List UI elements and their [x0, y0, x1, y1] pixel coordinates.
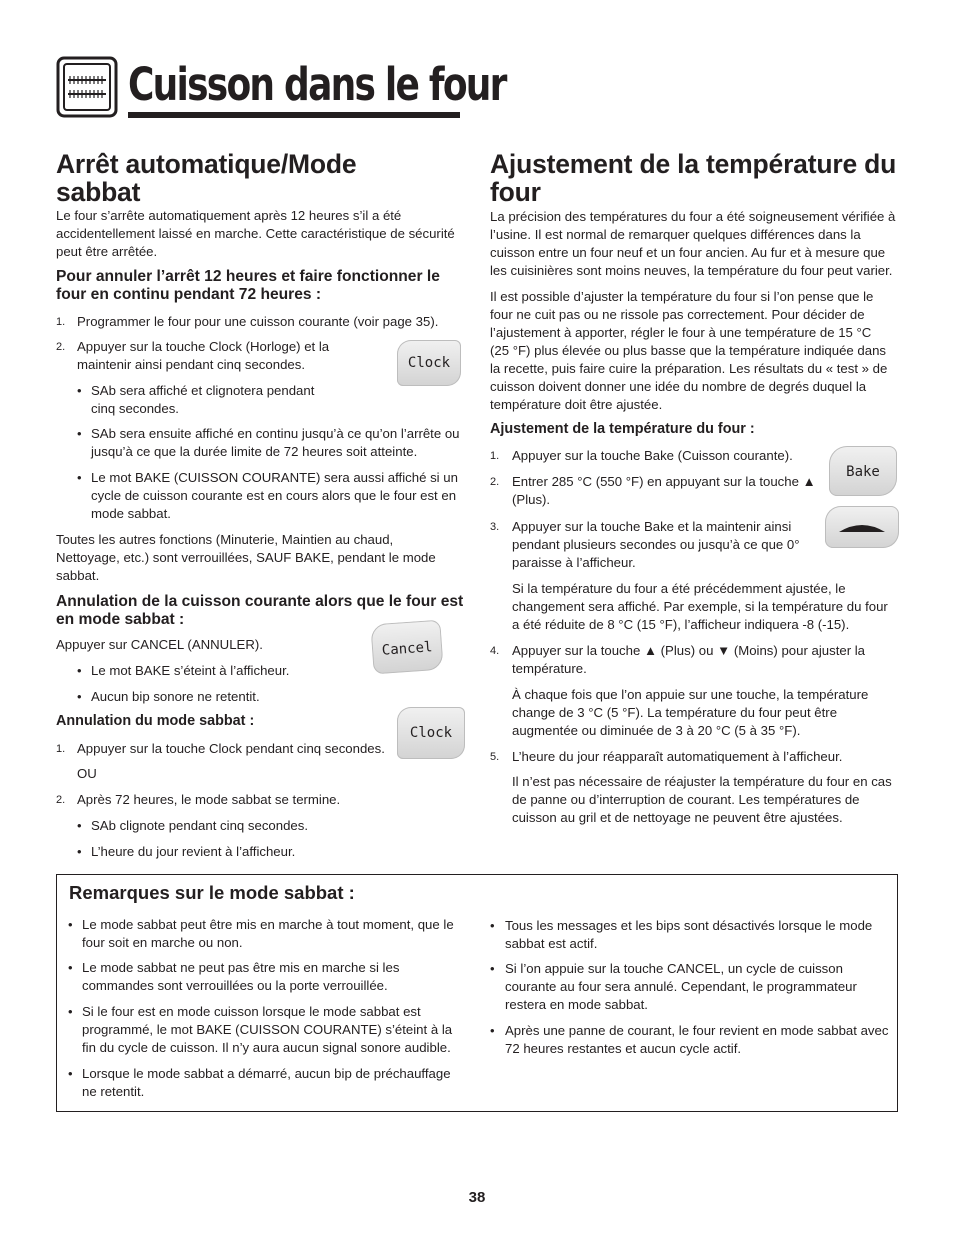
- oven-icon: [56, 56, 118, 118]
- cs-step-1: [56, 740, 406, 758]
- up-arrow-icon: [825, 506, 899, 548]
- note-text: Si l’on appuie sur la touche CANCEL, un cycle de cuisson courante au four sera annulé. Cependant, le programmateur restera en mode sabbat.: [505, 961, 857, 1012]
- clock-key: Clock: [397, 707, 465, 759]
- bullet-item: [77, 688, 367, 706]
- temp-step-3: [490, 518, 810, 572]
- bullet: •: [77, 818, 82, 833]
- bullet: •: [77, 844, 82, 859]
- bullet: •: [68, 917, 73, 932]
- note-text: Tous les messages et les bips sont désactivés lorsque le mode sabbat est actif.: [505, 918, 873, 951]
- step-number: 1.: [490, 450, 500, 462]
- bullet-text: Le mot BAKE (CUISSON COURANTE) sera aussi affiché si un cycle de cuisson courante est en cours alors que le four est en mode sabbat.: [91, 470, 458, 521]
- step-number: 1.: [56, 316, 66, 328]
- cancel-key: Cancel: [370, 620, 443, 675]
- bullet: •: [77, 426, 82, 441]
- step-4-note: À chaque fois que l’on appuie sur une touche, la température change de 3 °C (5 °F). La température du four peut être augmentée ou diminuée de 3 à 20 °C (5 à 35 °F).: [512, 687, 869, 738]
- bullet-item: [77, 817, 377, 835]
- up-arrow-key: [825, 506, 899, 548]
- bake-key: Bake: [829, 446, 897, 496]
- note-item: [490, 960, 875, 1014]
- temp-step-4: [490, 642, 890, 678]
- step-2: [56, 338, 356, 374]
- page-number: 38: [468, 1189, 486, 1206]
- bullet-item: [77, 469, 462, 523]
- temp-step-5: [490, 748, 890, 766]
- other-functions-text: Toutes les autres fonctions (Minuterie, Maintien au chaud, Nettoyage, etc.) sont verrouillées, SAUF BAKE, pendant le mode sabbat.: [56, 532, 436, 583]
- bullet: •: [77, 663, 82, 678]
- note-text: Le mode sabbat peut être mis en marche à tout moment, que le four soit en marche ou non.: [82, 917, 454, 950]
- bullet: •: [68, 960, 73, 975]
- bullet: •: [68, 1004, 73, 1019]
- bullet-text: SAb clignote pendant cinq secondes.: [91, 818, 309, 833]
- note-text: Lorsque le mode sabbat a démarré, aucun bip de préchauffage ne retentit.: [82, 1066, 451, 1099]
- temp-step-2: [490, 473, 820, 509]
- temp-step-1: [490, 447, 810, 465]
- notes-heading: Remarques sur le mode sabbat :: [69, 882, 355, 903]
- step-number: 3.: [490, 521, 500, 533]
- title-rule: [128, 112, 460, 118]
- cancel-12h-heading: Pour annuler l’arrêt 12 heures et faire fonctionner le four en continu pendant 72 heures :: [56, 268, 440, 303]
- cancel-bake-text: Appuyer sur CANCEL (ANNULER).: [56, 637, 263, 652]
- cs-step-2: [56, 791, 406, 809]
- step-5-note: Il n’est pas nécessaire de réajuster la température du four en cas de panne ou d’interruption de courant. Les températures de cuisson au gril et de nettoyage ne peuvent être ajustées.: [512, 774, 892, 825]
- note-item: [68, 1065, 460, 1101]
- bullet: •: [68, 1066, 73, 1081]
- bullet: •: [77, 470, 82, 485]
- step-text: Après 72 heures, le mode sabbat se termine.: [77, 792, 341, 807]
- step-number: 2.: [56, 341, 66, 353]
- step-text: Appuyer sur la touche ▲ (Plus) ou ▼ (Moins) pour ajuster la température.: [512, 643, 866, 676]
- temperature-para-1: La précision des températures du four a été soigneusement vérifiée à l’usine. Il est normal de remarquer quelques différences dans la cuisson entre un four neuf et un four ancien. Au fur et à mesure que les cuisinières sont moins neuves, la température du four peut varier.: [490, 209, 896, 278]
- note-item: [68, 1003, 460, 1057]
- bullet: •: [77, 383, 82, 398]
- bullet-item: [77, 425, 462, 461]
- clock-key: Clock: [397, 340, 461, 386]
- or-label: OU: [77, 766, 97, 781]
- page-title: Cuisson dans le four: [128, 58, 506, 111]
- step-text: Entrer 285 °C (550 °F) en appuyant sur la touche ▲ (Plus).: [512, 474, 816, 507]
- cancel-sabbath-heading: Annulation du mode sabbat :: [56, 713, 255, 729]
- step-text: Appuyer sur la touche Bake (Cuisson courante).: [512, 448, 793, 463]
- note-text: Le mode sabbat ne peut pas être mis en marche si les commandes sont verrouillées ou la porte verrouillée.: [82, 960, 400, 993]
- step-text: L’heure du jour réapparaît automatiquement à l’afficheur.: [512, 749, 843, 764]
- step-text: Appuyer sur la touche Bake et la maintenir ainsi pendant plusieurs secondes ou jusqu’à ce que 0° paraisse à l’afficheur.: [512, 519, 800, 570]
- bullet-text: SAb sera ensuite affiché en continu jusqu’à ce qu’on l’arrête ou jusqu’à ce que la durée limite de 72 heures soit atteinte.: [91, 426, 460, 459]
- temperature-subheading: Ajustement de la température du four :: [490, 421, 755, 437]
- step-text: Appuyer sur la touche Clock pendant cinq secondes.: [77, 741, 385, 756]
- step-number: 2.: [490, 476, 500, 488]
- step-number: 4.: [490, 645, 500, 657]
- step-number: 5.: [490, 751, 500, 763]
- note-item: [490, 1022, 890, 1058]
- bullet-item: [77, 662, 367, 680]
- step-text: Appuyer sur la touche Clock (Horloge) et la maintenir ainsi pendant cinq secondes.: [77, 339, 330, 372]
- step-1: [56, 313, 456, 331]
- bullet-text: L’heure du jour revient à l’afficheur.: [91, 844, 296, 859]
- note-item: [490, 917, 875, 953]
- bullet: •: [490, 918, 495, 933]
- bullet: •: [77, 689, 82, 704]
- bullet-text: Le mot BAKE s’éteint à l’afficheur.: [91, 663, 290, 678]
- step-3-note: Si la température du four a été précédemment ajustée, le changement sera affiché. Par exemple, si la température du four a été réduite de 8 °C (15 °F), l’afficheur indiquera -8 (-15).: [512, 581, 888, 632]
- cancel-bake-heading: Annulation de la cuisson courante alors que le four est en mode sabbat :: [56, 593, 464, 628]
- bullet: •: [490, 1023, 495, 1038]
- step-number: 2.: [56, 794, 66, 806]
- section-heading-sabbath: Arrêt automatique/Mode sabbat: [56, 149, 357, 207]
- step-number: 1.: [56, 743, 66, 755]
- step-text: Programmer le four pour une cuisson courante (voir page 35).: [77, 314, 439, 329]
- temperature-para-2: Il est possible d’ajuster la température du four si l’on pense que le four ne cuit pas ou ne rissole pas correctement. Pour décider de l’ajustement à apporter, régler le four à une température de 15 °C (25 °F) plus élevée ou plus basse que la température indiquée dans la recette, puis faire cuire la préparation. Les résultats du « test » de cuisson doivent donner une idée du nombre de degrés duquel la température doit être ajustée.: [490, 289, 888, 412]
- note-text: Après une panne de courant, le four revient en mode sabbat avec 72 heures restantes et aucun cycle actif.: [505, 1023, 889, 1056]
- note-item: [68, 959, 460, 995]
- sabbath-intro: Le four s’arrête automatiquement après 12 heures s’il a été accidentellement laissé en marche. Cette caractéristique de sécurité peut être arrêtée.: [56, 208, 455, 259]
- bullet-text: SAb sera affiché et clignotera pendant cinq secondes.: [91, 383, 315, 416]
- bullet: •: [490, 961, 495, 976]
- bullet-text: Aucun bip sonore ne retentit.: [91, 689, 260, 704]
- note-text: Si le four est en mode cuisson lorsque le mode sabbat est programmé, le mot BAKE (CUISSON COURANTE) s’éteint à la fin du cycle de cuisson. Il n’y aura aucun signal sonore audible.: [82, 1004, 453, 1055]
- note-item: [68, 916, 460, 952]
- section-heading-temperature: Ajustement de la température du four: [490, 149, 897, 207]
- bullet-item: [77, 382, 337, 418]
- bullet-item: [77, 843, 377, 861]
